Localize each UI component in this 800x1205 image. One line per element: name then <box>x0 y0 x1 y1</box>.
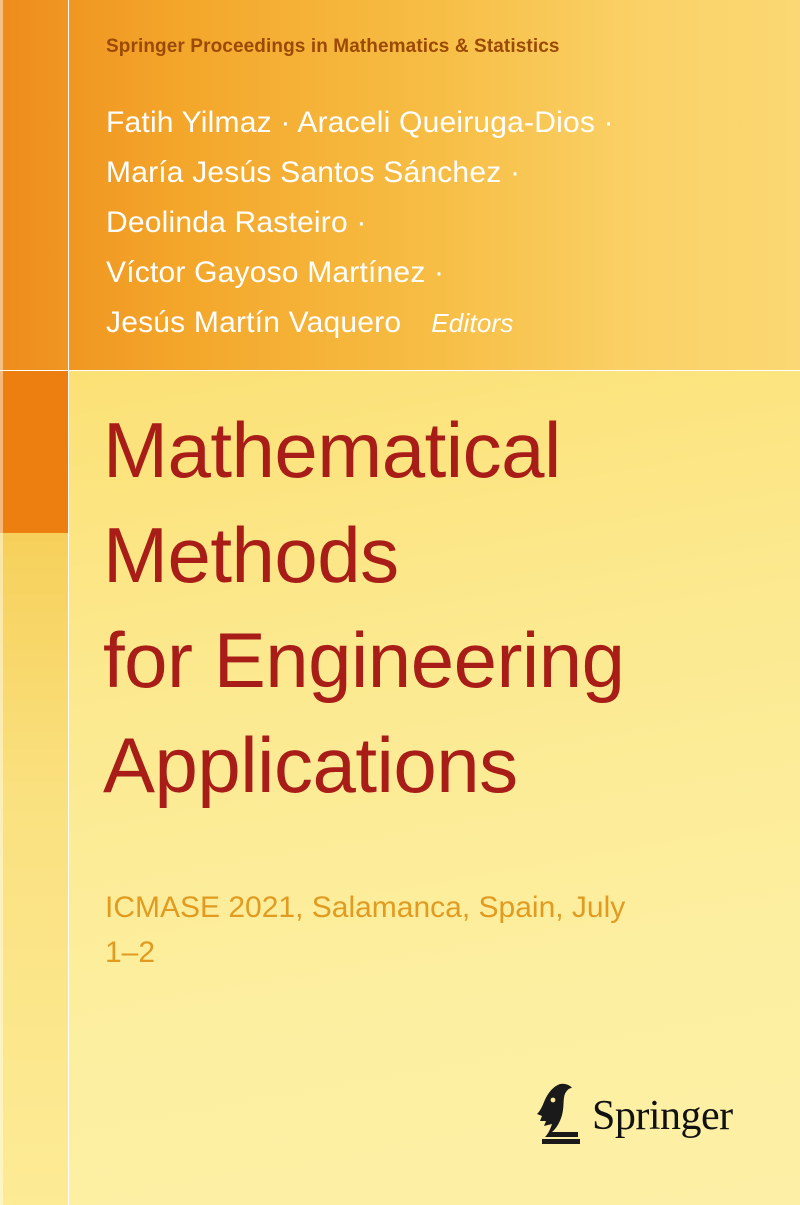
springer-knight-icon <box>530 1080 590 1148</box>
subtitle-line: ICMASE 2021, Salamanca, Spain, July <box>105 891 626 924</box>
series-title: Springer Proceedings in Mathematics & Statistics <box>106 36 560 57</box>
editor-line-with-role <box>106 298 726 348</box>
publisher-logo <box>530 1080 740 1150</box>
horizontal-divider <box>0 370 800 371</box>
editors-block <box>106 98 726 348</box>
subtitle-line: 1–2 <box>105 936 156 969</box>
page-title <box>103 398 763 818</box>
editors-role-label: Editors <box>431 308 514 338</box>
title-line: Mathematical <box>103 406 561 494</box>
editor-line: María Jesús Santos Sánchez · <box>106 156 521 189</box>
subtitle <box>105 885 725 975</box>
editor-line: Víctor Gayoso Martínez · <box>106 256 445 289</box>
cover-left-margin-strip <box>0 533 68 1205</box>
editor-line: Deolinda Rasteiro · <box>106 206 367 239</box>
title-line: Methods <box>103 511 399 599</box>
editor-line: Fatih Yilmaz · Araceli Queiruga-Dios · <box>106 106 614 139</box>
spine-edge-highlight <box>0 0 3 1205</box>
publisher-name: Springer <box>592 1093 733 1139</box>
title-line: for Engineering <box>103 616 625 704</box>
cover-left-orange-block <box>0 370 68 533</box>
vertical-divider-bottom <box>68 371 69 1205</box>
vertical-divider-top <box>68 0 69 370</box>
editor-line: Jesús Martín Vaquero <box>106 306 402 339</box>
title-line: Applications <box>103 721 518 809</box>
